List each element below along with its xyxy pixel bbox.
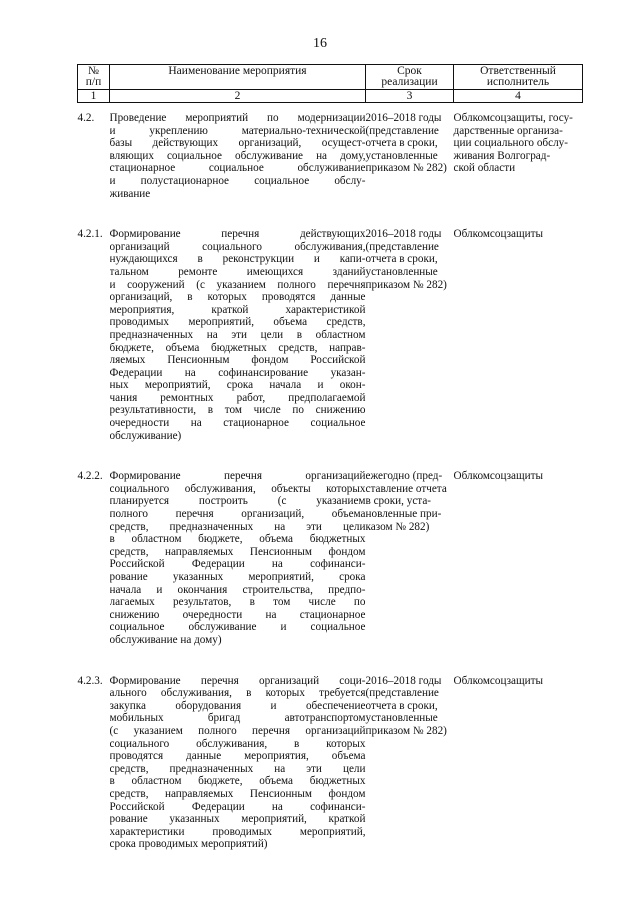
row-number: 4.2. bbox=[77, 112, 95, 124]
implementation-term-line: приказом № 282) bbox=[365, 724, 447, 737]
measure-name-line: лагаемых результатов, в том числе по bbox=[109, 596, 366, 609]
implementation-term-line: ставление отчета bbox=[365, 482, 447, 495]
responsible-executor-line: Облкомсоцзащиты bbox=[453, 674, 543, 687]
row-number: 4.2.1. bbox=[77, 228, 103, 241]
measure-name-line: и сооружений (с указанием полного перечня bbox=[109, 278, 366, 291]
responsible-executor bbox=[454, 103, 583, 201]
measure-name-line: чания ремонтных работ, предполагаемой bbox=[109, 391, 366, 404]
measure-name-line: ных мероприятий, срока начала и окон- bbox=[109, 379, 366, 392]
implementation-term-line: отчета в сроки, bbox=[365, 699, 438, 712]
implementation-term-line: установленные bbox=[365, 712, 438, 725]
header-responsible-line: Ответственный bbox=[480, 65, 556, 77]
measure-name-line: стационарное социальное обслуживание bbox=[109, 162, 366, 175]
responsible-executor bbox=[454, 200, 583, 442]
measure-name-line: Формирование перечня организаций bbox=[109, 470, 366, 483]
measure-name-line: организаций, в которых проводятся данные bbox=[109, 291, 366, 304]
measure-name-line: планируется построить (с указанием bbox=[109, 495, 366, 508]
measure-name-line: рование указанных мероприятий, срока bbox=[109, 571, 366, 583]
measure-name-line: рование указанных мероприятий, краткой bbox=[109, 813, 366, 826]
measure-name-line: тальном ремонте имеющихся зданий bbox=[109, 265, 366, 278]
implementation-term-line: (представление bbox=[365, 240, 439, 253]
measure-name-line: Проведение мероприятий по модернизации bbox=[109, 112, 366, 124]
implementation-term-line: в сроки, уста- bbox=[365, 495, 432, 508]
measure-name-line: живание bbox=[109, 187, 151, 200]
measure-name-line: снижению очередности на стационарное bbox=[109, 608, 366, 621]
implementation-term-line: приказом № 282) bbox=[365, 162, 447, 175]
row-number: 4.2.2. bbox=[77, 470, 103, 483]
measure-name-line: мероприятия, краткой характеристикой bbox=[109, 303, 366, 316]
implementation-term-line: отчета в сроки, bbox=[365, 253, 438, 266]
header-name-line: Наименование мероприятия bbox=[168, 65, 307, 77]
header-term bbox=[366, 65, 454, 90]
responsible-executor-line: Облкомсоцзащиты, госу- bbox=[453, 112, 573, 124]
table-body bbox=[78, 103, 583, 851]
measure-name-line: проводятся данные мероприятия, объема bbox=[109, 750, 366, 763]
measure-name-line: нуждающихся в реконструкции и капи- bbox=[109, 253, 366, 266]
responsible-executor-line: живания Волгоград- bbox=[453, 149, 551, 162]
table-row bbox=[78, 200, 583, 442]
measure-name-line: средств, предназначенных на эти цели bbox=[109, 762, 366, 775]
header-num-line: п/п bbox=[85, 76, 102, 88]
measure-name-line: срока проводимых мероприятий) bbox=[109, 838, 268, 851]
table-row bbox=[78, 103, 583, 201]
measure-name-line: бюджете, объема бюджетных средств, направ- bbox=[109, 341, 366, 354]
measure-name-line: Формирование перечня организаций соци- bbox=[109, 674, 366, 687]
measure-name-line: ляемых Пенсионным фондом Российской bbox=[109, 354, 366, 367]
implementation-term-line: новленные при- bbox=[365, 508, 442, 521]
header-num-line: № bbox=[88, 65, 99, 77]
measure-name-line: характеристики проводимых мероприятий, bbox=[109, 825, 366, 838]
implementation-term-line: (представление bbox=[365, 687, 439, 700]
measure-name-line: средств, направляемых Пенсионным фондом bbox=[109, 545, 366, 558]
measure-name-line: средств, предназначенных на эти цели bbox=[109, 520, 366, 533]
implementation-term bbox=[366, 647, 454, 851]
header-term-line: Срок bbox=[397, 65, 422, 77]
measure-name-line: базы действующих организаций, осущест- bbox=[109, 137, 366, 150]
column-number: 2 bbox=[110, 90, 366, 103]
measure-name-line: социального обслуживания, объекты которых bbox=[109, 482, 366, 495]
column-number: 1 bbox=[78, 90, 110, 103]
measure-name-line: результативности, в том числе по снижению bbox=[109, 404, 366, 417]
header-responsible bbox=[454, 65, 583, 90]
measure-name-line: социального обслуживания, в которых bbox=[109, 737, 366, 750]
table-row bbox=[78, 442, 583, 646]
measure-name bbox=[110, 442, 366, 646]
measure-name-line: Формирование перечня действующих bbox=[109, 228, 366, 241]
measure-name-line: закупка оборудования и обеспечение bbox=[109, 699, 366, 712]
implementation-term-line: установленные bbox=[365, 149, 438, 162]
table-header-row bbox=[78, 65, 583, 90]
header-name bbox=[110, 65, 366, 90]
row-number: 4.2.3. bbox=[77, 674, 103, 687]
implementation-term-line: 2016–2018 годы bbox=[365, 112, 442, 124]
implementation-term-line: ежегодно (пред- bbox=[365, 470, 443, 483]
implementation-term-line: установленные bbox=[365, 265, 438, 278]
measure-name-line: Федерации на софинансирование указан- bbox=[109, 366, 366, 379]
measure-name-line: средств, направляемых Пенсионным фондом bbox=[109, 787, 366, 800]
measure-name-line: (с указанием полного перечня организаций bbox=[109, 724, 366, 737]
measure-name bbox=[110, 647, 366, 851]
responsible-executor-line: дарственные организа- bbox=[453, 124, 563, 137]
implementation-term bbox=[366, 103, 454, 201]
header-responsible-line: исполнитель bbox=[486, 76, 550, 88]
responsible-executor-line: ции социального обслу- bbox=[453, 137, 568, 150]
implementation-term-line: отчета в сроки, bbox=[365, 137, 438, 150]
measure-name-line: обслуживание на дому) bbox=[109, 633, 222, 646]
measure-name-line: вляющих социальное обслуживание на дому, bbox=[109, 149, 366, 162]
table-column-numbers-row bbox=[78, 90, 583, 103]
measure-name bbox=[110, 200, 366, 442]
measure-name-line: Российской Федерации на софинанси- bbox=[109, 800, 366, 813]
implementation-term-line: (представление bbox=[365, 124, 439, 137]
responsible-executor-line: Облкомсоцзащиты bbox=[453, 228, 543, 241]
measure-name-line: полного перечня организаций, объема bbox=[109, 508, 366, 521]
measure-name-line: Российской Федерации на софинанси- bbox=[109, 558, 366, 571]
measure-name-line: проводимых мероприятий, объема средств, bbox=[109, 316, 366, 329]
measure-name-line: мобильных бригад автотранспортом bbox=[109, 712, 366, 725]
measure-name-line: начала и окончания строительства, предпо- bbox=[109, 583, 366, 596]
measure-name-line: ального обслуживания, в которых требуется bbox=[109, 687, 366, 700]
measure-name-line: обслуживание) bbox=[109, 429, 182, 442]
responsible-executor bbox=[454, 647, 583, 851]
measure-name-line: в областном бюджете, объема бюджетных bbox=[109, 775, 366, 788]
measure-name-line: и укреплению материально-технической bbox=[109, 124, 366, 137]
implementation-term-line: 2016–2018 годы bbox=[365, 228, 442, 241]
implementation-term-line: 2016–2018 годы bbox=[365, 674, 442, 687]
implementation-term bbox=[366, 200, 454, 442]
measure-name-line: предназначенных на эти цели в областном bbox=[109, 328, 366, 341]
responsible-executor-line: ской области bbox=[453, 162, 516, 175]
measure-name bbox=[110, 103, 366, 201]
measures-table bbox=[77, 64, 583, 851]
implementation-term-line: казом № 282) bbox=[365, 520, 430, 533]
header-term-line: реализации bbox=[381, 76, 438, 88]
measure-name-line: очередности на стационарное социальное bbox=[109, 417, 366, 430]
table-row bbox=[78, 647, 583, 851]
implementation-term-line: приказом № 282) bbox=[365, 278, 447, 291]
measure-name-line: социальное обслуживание и социальное bbox=[109, 621, 366, 634]
page-number: 16 bbox=[313, 36, 327, 51]
measure-name-line: и полустационарное социальное обслу- bbox=[109, 174, 366, 187]
responsible-executor-line: Облкомсоцзащиты bbox=[453, 470, 543, 483]
header-num bbox=[78, 65, 110, 90]
column-number: 3 bbox=[366, 90, 454, 103]
implementation-term bbox=[366, 442, 454, 646]
responsible-executor bbox=[454, 442, 583, 646]
measure-name-line: в областном бюджете, объема бюджетных bbox=[109, 533, 366, 546]
column-number: 4 bbox=[454, 90, 583, 103]
measure-name-line: организаций социального обслуживания, bbox=[109, 240, 366, 253]
